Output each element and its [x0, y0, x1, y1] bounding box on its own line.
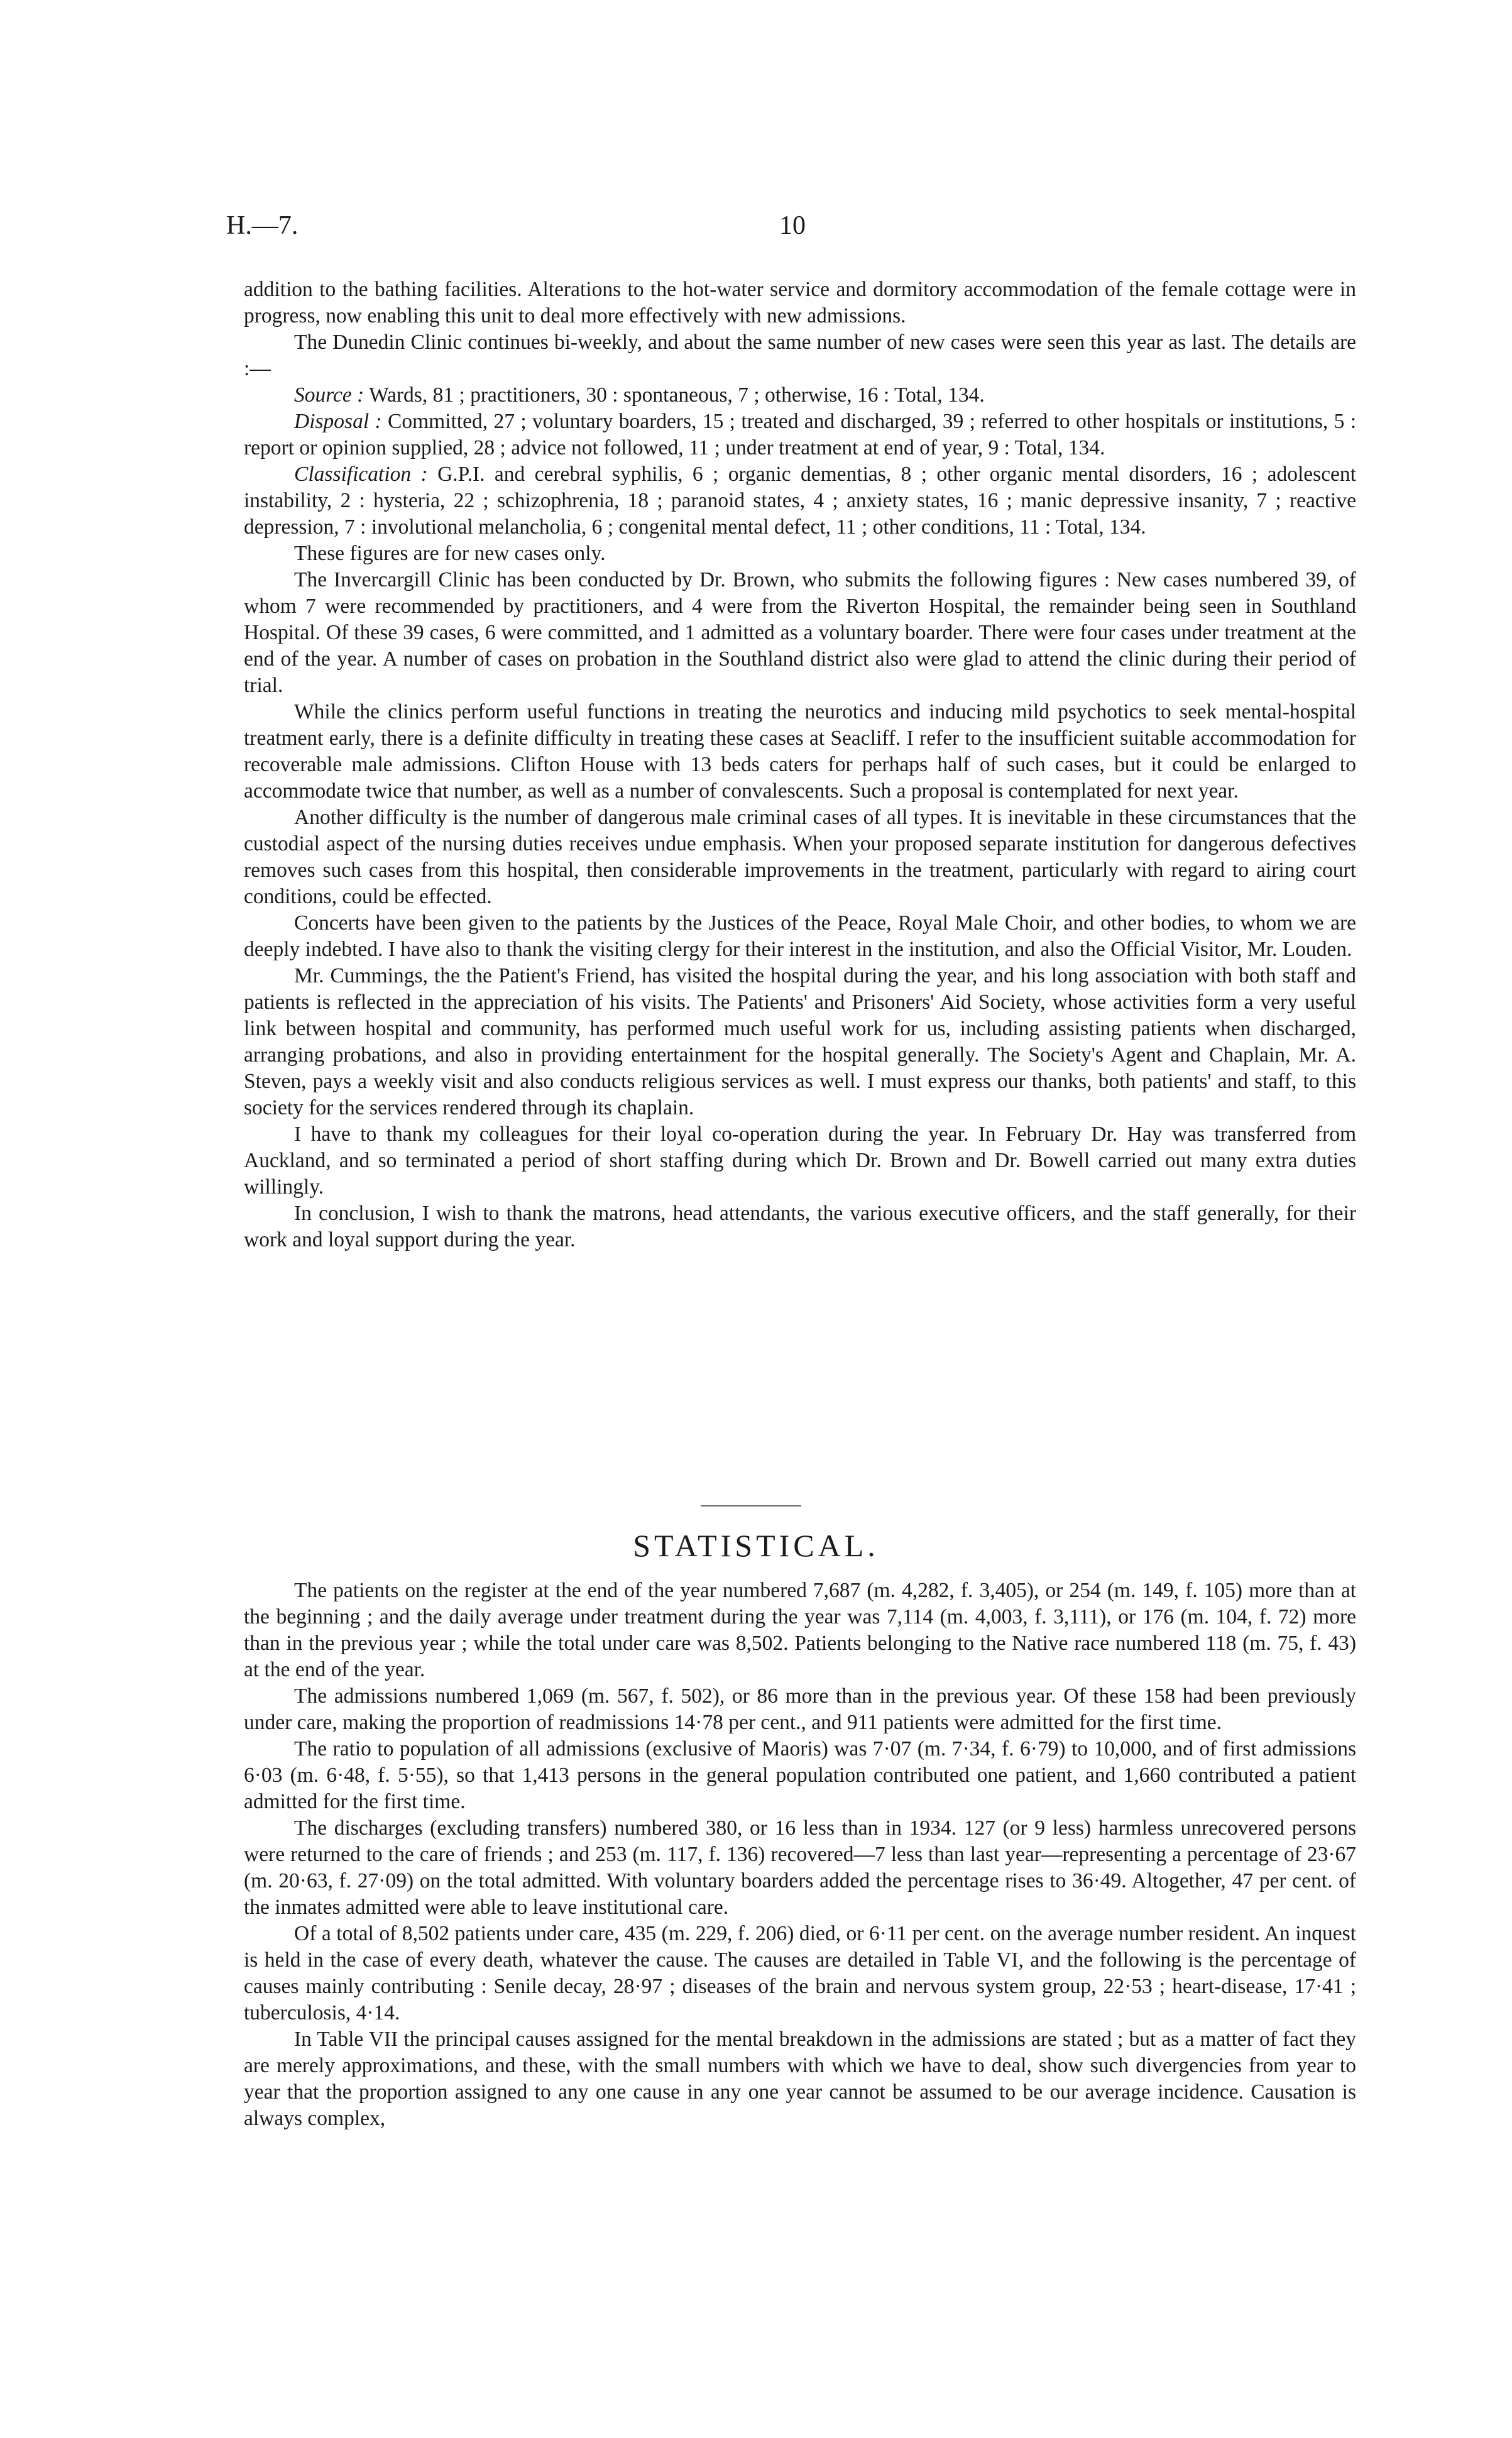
source-label: Source : — [294, 383, 364, 407]
paragraph: While the clinics perform useful functions in treating the neurotics and inducing mild psychotics to seek mental-hospital treatment early, there is a definite difficulty in treating these cases at Seacliff. I refer to the insufficient suitable accommodation for recoverable male admissions. Clifton House with 13 beds caters for perhaps half of such cases, but it could be enlarged to accommodate twice that number, as well as a number of convalescents. Such a proposal is contemplated for next year. — [244, 700, 1356, 803]
disposal-label: Disposal : — [294, 410, 382, 433]
paragraph: Mr. Cummings, the the Patient's Friend, has visited the hospital during the year, and his long association with both staff and patients is reflected in the appreciation of his visits. The Patients' and Prisoners' Aid Society, whose activities form a very useful link between hospital and community, has performed much useful work for us, including assisting patients when discharged, arranging probations, and also in providing entertainment for the hospital generally. The Society's Agent and Chaplain, Mr. A. Steven, pays a weekly visit and also conducts religious services as well. I must express our thanks, both patients' and staff, to this society for the services rendered through its chaplain. — [244, 964, 1356, 1119]
paragraph: These figures are for new cases only. — [294, 542, 606, 565]
source-line — [244, 382, 1356, 409]
paragraph: addition to the bathing facilities. Alterations to the hot-water service and dormitory accommodation of the female cottage were in progress, now enabling this unit to deal more effectively with new admissions. — [244, 278, 1356, 327]
section-divider — [701, 1505, 801, 1507]
paragraph: I have to thank my colleagues for their loyal co-operation during the year. In February Dr. Hay was transferred from Auckland, and so terminated a period of short staffing during which Dr. Brown and Dr. Bowell carried out many extra duties willingly. — [244, 1123, 1356, 1199]
source-text: Wards, 81 ; practitioners, 30 : spontaneous, 7 ; otherwise, 16 : Total, 134. — [364, 383, 985, 407]
paragraph: The patients on the register at the end of the year numbered 7,687 (m. 4,282, f. 3,405), or 254 (m. 149, f. 105) more than at the beginning ; and the daily average under treatment during the year was 7,114 (m. 4,003, f. 3,111), or 176 (m. 104, f. 72) more than in the previous year ; while the total under care was 8,502. Patients belonging to the Native race numbered 118 (m. 75, f. 43) at the end of the year. — [244, 1579, 1356, 1681]
paragraph: In conclusion, I wish to thank the matrons, head attendants, the various executive officers, and the staff generally, for their work and loyal support during the year. — [244, 1202, 1356, 1251]
paragraph: In Table VII the principal causes assigned for the mental breakdown in the admissions are stated ; but as a matter of fact they are merely approximations, and these, with the small numbers with which we have to deal, show such divergencies from year to year that the proportion assigned to any one cause in any one year cannot be assumed to be our average incidence. Causation is always complex, — [244, 2028, 1356, 2130]
classification-text: G.P.I. and cerebral syphilis, 6 ; organic dementias, 8 ; other organic mental disorders, 16 ; adolescent instability, 2 : hysteria, 22 ; schizophrenia, 18 ; paranoid states, 4 ; anxiety states, 16 ; manic depressive insanity, 7 ; reactive depression, 7 : involutional melancholia, 6 ; congenital mental defect, 11 ; other conditions, 11 : Total, 134. — [244, 463, 1356, 539]
statistical-text — [244, 1578, 1356, 2132]
page-header — [226, 211, 1332, 248]
document-reference: H.—7. — [226, 211, 299, 240]
disposal-line — [244, 409, 1356, 461]
paragraph: Of a total of 8,502 patients under care, 435 (m. 229, f. 206) died, or 6·11 per cent. on the average number resident. An inquest is held in the case of every death, whatever the cause. The causes are detailed in Table VI, and the following is the percentage of causes mainly contributing : Senile decay, 28·97 ; diseases of the brain and nervous system group, 22·53 ; heart-disease, 17·41 ; tuberculosis, 4·14. — [244, 1922, 1356, 2024]
paragraph: The admissions numbered 1,069 (m. 567, f. 502), or 86 more than in the previous year. Of these 158 had been previously under care, making the proportion of readmissions 14·78 per cent., and 911 patients were admitted for the first time. — [244, 1684, 1356, 1734]
section-heading: STATISTICAL. — [633, 1528, 879, 1563]
page-number: 10 — [779, 211, 806, 240]
paragraph: Concerts have been given to the patients by the Justices of the Peace, Royal Male Choir, and other bodies, to whom we are deeply indebted. I have also to thank the visiting clergy for their interest in the institution, and also the Official Visitor, Mr. Louden. — [244, 911, 1356, 961]
disposal-text: Committed, 27 ; voluntary boarders, 15 ; treated and discharged, 39 ; referred to other hospitals or institutions, 5 : report or opinion supplied, 28 ; advice not followed, 11 ; under treatment at end of year, 9 : Total, 134. — [244, 410, 1356, 459]
body-text — [244, 277, 1356, 1253]
paragraph: The Dunedin Clinic continues bi-weekly, and about the same number of new cases were seen this year as last. The details are :— — [244, 331, 1356, 380]
paragraph: Another difficulty is the number of dangerous male criminal cases of all types. It is inevitable in these circumstances that the custodial aspect of the nursing duties receives undue emphasis. When your proposed separate institution for dangerous defectives removes such cases from this hospital, then considerable improvements in the treatment, particularly with regard to airing court conditions, could be effected. — [244, 806, 1356, 908]
paragraph: The ratio to population of all admissions (exclusive of Maoris) was 7·07 (m. 7·34, f. 6·79) to 10,000, and of first admissions 6·03 (m. 6·48, f. 5·55), so that 1,413 persons in the general population contributed one patient, and 1,660 contributed a patient admitted for the first time. — [244, 1737, 1356, 1813]
classification-line — [244, 461, 1356, 541]
paragraph: The discharges (excluding transfers) numbered 380, or 16 less than in 1934. 127 (or 9 less) harmless unrecovered persons were returned to the care of friends ; and 253 (m. 117, f. 136) recovered—7 less than last year—representing a percentage of 23·67 (m. 20·63, f. 27·09) on the total admitted. With voluntary boarders added the percentage rises to 36·49. Altogether, 47 per cent. of the inmates admitted were able to leave institutional care. — [244, 1816, 1356, 1919]
paragraph: The Invercargill Clinic has been conducted by Dr. Brown, who submits the following figures : New cases numbered 39, of whom 7 were recommended by practitioners, and 4 were from the Riverton Hospital, the remainder being seen in Southland Hospital. Of these 39 cases, 6 were committed, and 1 admitted as a voluntary boarder. There were four cases under treatment at the end of the year. A number of cases on probation in the Southland district also were glad to attend the clinic during their period of trial. — [244, 568, 1356, 697]
classification-label: Classification : — [294, 463, 428, 486]
